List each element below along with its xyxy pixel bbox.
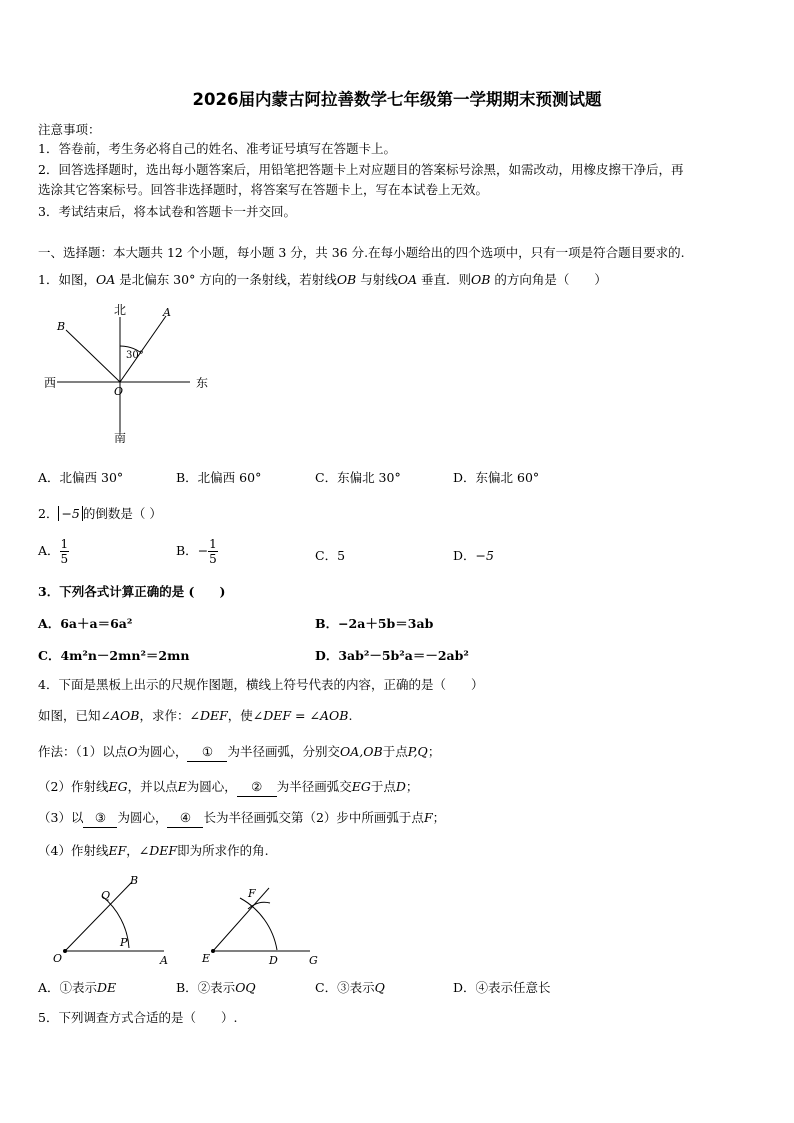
notice-item-2: 2．回答选择题时，选出每小题答案后，用铅笔把答题卡上对应题目的答案标号涂黑，如需改动，用橡皮擦干净后，再 — [38, 162, 684, 177]
q2-abs-value: −5 — [58, 506, 82, 521]
q2-a-fraction — [60, 537, 70, 566]
q4-option-c — [315, 978, 385, 996]
q4-step1-o: O — [127, 744, 138, 759]
label-b: B — [57, 320, 66, 333]
q3-option-d: D．3ab²－5b²a＝－2ab² — [315, 648, 469, 663]
q4-blank-3: ③ — [83, 809, 117, 828]
q4-given — [38, 707, 352, 725]
q3-option-b: B．−2a＋5b＝3ab — [315, 616, 434, 631]
q4-blank-1: ① — [187, 743, 227, 762]
q2-b-num: 1 — [209, 537, 217, 551]
q1-option-a: A．北偏西 30° — [38, 470, 124, 485]
q4-step3-post: ； — [432, 810, 446, 825]
q2-option-d — [453, 546, 494, 564]
q4-step4-post: 即为所求作的角. — [177, 843, 269, 858]
q2-b-label: B． — [176, 543, 198, 558]
q3-stem: 3．下列各式计算正确的是 ( ) — [38, 584, 226, 599]
q4-step2-post: ； — [405, 779, 419, 794]
q5-stem: 5．下列调查方式合适的是（ ）. — [38, 1010, 238, 1025]
label-o: O — [114, 385, 124, 398]
point-e — [211, 949, 215, 953]
q2-option-c: C．5 — [315, 548, 346, 563]
q4-given-post: . — [348, 708, 353, 723]
q4-step4-mid: ， — [126, 843, 139, 858]
q4-angle-aob: ∠AOB — [100, 708, 140, 723]
page-title: 2026届内蒙古阿拉善数学七年级第一学期期末预测试题 — [192, 90, 602, 109]
q4-a-it: DE — [97, 980, 117, 995]
notice-heading: 注意事项： — [38, 122, 101, 137]
label-d: D — [269, 954, 278, 967]
q1-ob: OB — [336, 272, 357, 287]
label-east: 东 — [196, 376, 209, 390]
point-o — [63, 949, 67, 953]
q4-a-pre: A．①表示 — [38, 980, 98, 995]
notice-item-2-cont: 选涂其它答案标号。回答非选择题时，将答案写在答题卡上，写在本试卷上无效。 — [38, 182, 489, 197]
q2-a-num: 1 — [60, 537, 69, 551]
q2-post: 的倒数是（ ） — [82, 506, 162, 521]
q4-step2-d: D — [395, 779, 406, 794]
q4-step1-mid: 为圆心， — [137, 744, 188, 759]
label-a: A — [160, 954, 168, 967]
q2-option-b — [176, 537, 218, 566]
q4-step2-mid2: 为圆心， — [186, 779, 237, 794]
q1-mid2: 与射线 — [356, 272, 398, 287]
q4-b-pre: B．②表示 — [176, 980, 236, 995]
q1-pre: 1．如图， — [38, 272, 96, 287]
q1-compass-figure — [38, 300, 218, 450]
q4-given-pre: 如图，已知 — [38, 708, 101, 723]
q4-step1-post: ； — [427, 744, 441, 759]
q4-stem: 4．下面是黑板上出示的尺规作图题，横线上符号代表的内容，正确的是（ ） — [38, 677, 484, 692]
label-south: 南 — [114, 431, 127, 445]
q4-step3-pre: （3）以 — [38, 810, 84, 825]
q2-b-fraction — [208, 537, 218, 566]
q4-step2-eg2: EG — [351, 779, 371, 794]
q1-option-b: B．北偏西 60° — [176, 470, 262, 485]
q4-step3-mid: 为圆心， — [117, 810, 168, 825]
q4-step4 — [38, 842, 269, 860]
q4-step4-angle: ∠DEF — [138, 843, 178, 858]
label-west: 西 — [44, 376, 57, 390]
ray-ef — [213, 888, 269, 951]
q1-stem — [38, 271, 607, 289]
q3-option-c: C．4m²n－2mn²＝2mn — [38, 648, 190, 663]
label-a: A — [163, 306, 171, 319]
q4-step2-e: E — [177, 779, 187, 794]
q4-step2-mid4: 于点 — [370, 779, 396, 794]
label-angle: 30° — [126, 350, 144, 361]
label-e: E — [202, 952, 211, 965]
q4-angle-eq: ∠DEF = ∠AOB — [252, 708, 349, 723]
q4-given-mid2: ，使 — [227, 708, 253, 723]
q2-a-den: 5 — [60, 552, 69, 566]
q4-step3-mid2: 长为半径画弧交第（2）步中所画弧于点 — [203, 810, 424, 825]
label-p: P — [120, 936, 128, 949]
q4-figure-aob — [50, 870, 180, 970]
q2-b-sign: − — [197, 543, 209, 558]
label-g: G — [309, 954, 318, 967]
section-heading: 一、选择题：本大题共 12 个小题，每小题 3 分，共 36 分.在每小题给出的四个选项中，只有一项是符合题目要求的. — [38, 245, 685, 260]
label-o: O — [53, 952, 63, 965]
q1-ob2: OB — [471, 272, 491, 287]
q2-stem — [38, 505, 162, 523]
ray-oa — [120, 316, 166, 382]
notice-item-3: 3．考试结束后，将本试卷和答题卡一并交回。 — [38, 204, 296, 219]
q1-oa2: OA — [397, 272, 418, 287]
q4-option-d: D．④表示任意长 — [453, 980, 551, 995]
label-f: F — [248, 887, 256, 900]
q4-b-it: OQ — [235, 980, 256, 995]
q4-given-mid: ，求作： — [139, 708, 190, 723]
label-q: Q — [101, 889, 111, 902]
q4-step1-mid2: 为半径画弧，分别交 — [227, 744, 340, 759]
q2-d-value: −5 — [475, 548, 494, 563]
ray-ob — [66, 330, 120, 382]
q1-mid3: 垂直．则 — [417, 272, 471, 287]
q4-step3 — [38, 809, 445, 828]
arc-d — [240, 898, 277, 950]
q4-step1-points: P,Q — [407, 744, 428, 759]
q4-step1 — [38, 743, 440, 762]
q4-step2-mid: ，并以点 — [127, 779, 178, 794]
q4-step3-f: F — [423, 810, 433, 825]
q4-c-pre: C．③表示 — [315, 980, 375, 995]
q4-step2-mid3: 为半径画弧交 — [276, 779, 352, 794]
q4-step2-pre: （2）作射线 — [38, 779, 109, 794]
q2-b-den: 5 — [209, 552, 217, 566]
q4-step2-eg: EG — [108, 779, 128, 794]
q4-step1-mid3: 于点 — [382, 744, 408, 759]
q4-step1-rays: OA,OB — [340, 744, 383, 759]
q1-mid1: 是北偏东 30° 方向的一条射线，若射线 — [115, 272, 337, 287]
q4-blank-2: ② — [237, 778, 277, 797]
q4-blank-4: ④ — [167, 809, 203, 828]
q3-option-a: A．6a＋a＝6a² — [38, 616, 133, 631]
q4-c-it: Q — [374, 980, 385, 995]
label-b: B — [130, 874, 139, 887]
q4-step2 — [38, 778, 418, 797]
q4-step1-pre: 作法：（1）以点 — [38, 744, 128, 759]
q4-figure-def — [198, 870, 328, 970]
q2-pre: 2． — [38, 506, 59, 521]
q4-step4-ef: EF — [108, 843, 127, 858]
q2-a-label: A． — [38, 543, 60, 558]
q1-oa: OA — [95, 272, 116, 287]
notice-item-1: 1．答卷前，考生务必将自己的姓名、准考证号填写在答题卡上。 — [38, 141, 396, 156]
q2-option-a — [38, 537, 69, 566]
q1-option-d: D．东偏北 60° — [453, 470, 540, 485]
q4-option-a — [38, 978, 116, 996]
q1-option-c: C．东偏北 30° — [315, 470, 401, 485]
q2-d-label: D． — [453, 548, 476, 563]
q4-step4-pre: （4）作射线 — [38, 843, 109, 858]
label-north: 北 — [114, 303, 127, 317]
q1-post: 的方向角是（ ） — [490, 272, 607, 287]
q4-angle-def: ∠DEF — [189, 708, 228, 723]
q4-option-b — [176, 978, 256, 996]
